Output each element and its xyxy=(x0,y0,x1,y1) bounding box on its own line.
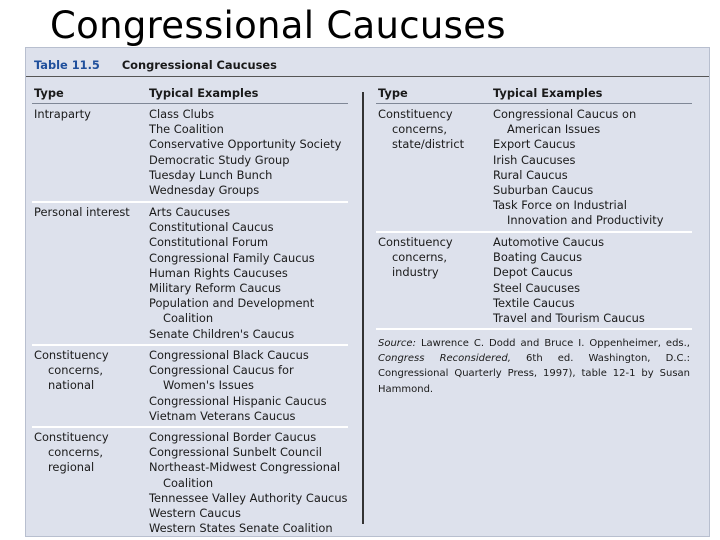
type-line: concerns, xyxy=(48,363,103,378)
example-item: Textile Caucus xyxy=(493,295,575,310)
table-caption-text: Congressional Caucuses xyxy=(121,58,277,72)
example-item: Western States Senate Coalition xyxy=(149,521,333,536)
left-row-2-examples xyxy=(149,205,315,342)
right-row-2-examples xyxy=(493,235,645,326)
source-note xyxy=(378,336,690,397)
example-item: Irish Caucuses xyxy=(493,152,576,167)
example-item: Constitutional Forum xyxy=(149,235,269,250)
example-item: Conservative Opportunity Society xyxy=(149,137,342,152)
example-item: Northeast-Midwest Congressional xyxy=(149,460,341,475)
left-row-4-examples xyxy=(149,430,347,536)
row-divider xyxy=(32,201,348,203)
example-item: Congressional Caucus for xyxy=(149,363,294,378)
left-row-3-type xyxy=(34,348,109,394)
example-item: Congressional Border Caucus xyxy=(149,430,317,444)
type-line: concerns, xyxy=(392,122,447,137)
type-line: regional xyxy=(48,460,95,475)
example-item: Steel Caucuses xyxy=(493,280,581,295)
example-item: Arts Caucuses xyxy=(149,205,231,219)
left-row-3-examples xyxy=(149,348,327,424)
example-item: Depot Caucus xyxy=(493,265,573,280)
example-item: Coalition xyxy=(163,311,214,326)
example-item: Congressional Sunbelt Council xyxy=(149,445,322,460)
type-line: state/district xyxy=(392,137,465,152)
right-row-1-type xyxy=(378,107,464,153)
left-row-4-type xyxy=(34,430,109,476)
example-item: Congressional Black Caucus xyxy=(149,348,309,362)
example-item: Military Reform Caucus xyxy=(149,280,281,295)
example-item: Export Caucus xyxy=(493,137,576,152)
slide-title: Congressional Caucuses xyxy=(50,4,506,47)
example-item: Western Caucus xyxy=(149,505,241,520)
example-item: Democratic Study Group xyxy=(149,152,290,167)
source-authors: Lawrence C. Dodd and Bruce I. Oppenheimer, eds., xyxy=(420,338,690,349)
row-divider xyxy=(32,426,348,428)
table-number: Table 11.5 xyxy=(34,58,100,72)
type-line: Constituency xyxy=(378,107,453,121)
example-item: Senate Children's Caucus xyxy=(149,326,295,341)
source-book-title: Congress Reconsidered, xyxy=(378,353,511,365)
right-row-1-examples xyxy=(493,107,664,229)
example-item: Innovation and Productivity xyxy=(507,213,664,228)
example-item: Congressional Hispanic Caucus xyxy=(149,393,327,408)
row-divider xyxy=(32,344,348,346)
left-col-examples-header: Typical Examples xyxy=(149,86,259,100)
example-item: Coalition xyxy=(163,475,214,490)
type-line: Personal interest xyxy=(34,205,130,219)
example-item: Boating Caucus xyxy=(493,250,583,265)
example-item: Tuesday Lunch Bunch xyxy=(149,167,273,182)
example-item: Vietnam Veterans Caucus xyxy=(149,408,296,423)
example-item: Task Force on Industrial xyxy=(493,198,627,213)
caucus-table xyxy=(25,47,710,537)
left-row-2-type xyxy=(34,205,130,220)
left-row-1-type xyxy=(34,107,91,122)
example-item: Suburban Caucus xyxy=(493,182,594,197)
type-line: national xyxy=(48,378,95,393)
left-row-1-examples xyxy=(149,107,341,198)
right-header-rule xyxy=(376,103,692,104)
example-item: Constitutional Caucus xyxy=(149,220,274,235)
type-line: Intraparty xyxy=(34,107,91,121)
left-col-type-header: Type xyxy=(34,86,64,100)
example-item: Congressional Family Caucus xyxy=(149,250,315,265)
example-item: Population and Development xyxy=(149,296,315,311)
example-item: Tennessee Valley Authority Caucus xyxy=(149,490,348,505)
example-item: Travel and Tourism Caucus xyxy=(493,310,645,325)
type-line: Constituency xyxy=(34,348,109,362)
type-line: Constituency xyxy=(34,430,109,444)
caption-rule xyxy=(26,76,709,77)
source-label: Source: xyxy=(378,338,416,349)
type-line: concerns, xyxy=(48,445,103,460)
example-item: Human Rights Caucuses xyxy=(149,265,288,280)
example-item: American Issues xyxy=(507,122,601,137)
left-header-rule xyxy=(32,103,348,104)
type-line: industry xyxy=(392,265,439,280)
type-line: Constituency xyxy=(378,235,453,249)
right-col-examples-header: Typical Examples xyxy=(493,86,603,100)
type-line: concerns, xyxy=(392,250,447,265)
example-item: The Coalition xyxy=(149,122,224,137)
example-item: Women's Issues xyxy=(163,378,254,393)
column-divider xyxy=(362,92,364,524)
row-divider xyxy=(376,328,692,330)
right-row-2-type xyxy=(378,235,453,281)
source-details: 6th ed. Washington, D.C.: Congressional Quarterly Press, 1997), table 12-1 by Susan Hammond. xyxy=(378,353,690,395)
table-caption xyxy=(34,58,277,73)
example-item: Class Clubs xyxy=(149,107,215,121)
example-item: Wednesday Groups xyxy=(149,182,260,197)
row-divider xyxy=(376,231,692,233)
example-item: Congressional Caucus on xyxy=(493,107,637,121)
example-item: Automotive Caucus xyxy=(493,235,605,249)
example-item: Rural Caucus xyxy=(493,167,568,182)
right-col-type-header: Type xyxy=(378,86,408,100)
